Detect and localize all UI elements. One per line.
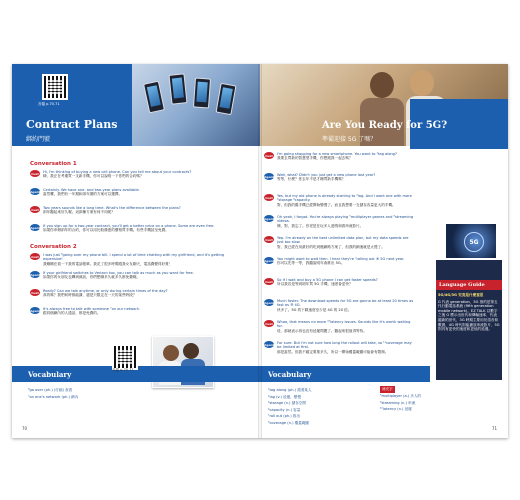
phone-image [168,73,187,105]
dialogue-line [264,278,414,287]
page-title: Contract Plans [26,118,118,131]
vocabulary-item: ³storage (n.) 儲存空間 [268,401,306,405]
chinese-line: 所以我若是等到明年買 5G 手機，速度會更快？ [277,282,353,287]
speaker-badge: Cust [265,279,273,284]
vocabulary-item: ⁶go over (ph.) (仔細) 查看 [28,388,73,392]
qr-code [42,74,68,100]
dialogue-line [264,215,414,228]
speaker-badge: Cust [31,207,39,212]
chinese-line: 我剛剛在看一下我的電話帳單。我花了很多時間跟我女友聊天，電話費變得好貴！ [43,261,173,266]
page-subtitle: 綁約門號 [26,136,51,143]
english-line: Whoa, that means no more ¹⁰latency issues. Sounds like it's worth waiting for. [277,320,411,329]
vocabulary-item: ¹⁰latency (n.) 延遲 [380,407,412,411]
dialogue-text [43,206,181,215]
dialogue-text [43,307,140,316]
english-line: Much faster. The download speeds for 5G are gonna be at least 20 times as fast as ⑨ 4G. [277,299,414,308]
speaker-badge: Agent [29,272,41,277]
dialogue-line [30,224,236,233]
english-line: Certainly. We have one- and two-year plans available. [43,188,140,192]
dialogue-text [43,271,194,280]
english-line: I was just ⁶going over my phone bill. I spend a lot of time chatting with my girlfriend, and it's getting expensive! [43,253,225,262]
qr-code [112,344,138,370]
left-banner [12,64,260,146]
dialogue-line [30,289,236,298]
speaker-badge: Cust [265,237,273,242]
dialogue-line [264,236,414,249]
english-line: Oh yeah, I forgot. You're always playing ⁵multiplayer games and ⁶streaming videos. [277,215,414,224]
dialogue-text [277,173,375,182]
page-number: 71 [492,426,498,431]
dialogue-text [43,289,167,298]
speaker-badge: Agent [263,342,275,347]
dialogue-line [30,188,236,197]
vocabulary-item: ⁴capacity (n.) 容量 [268,407,301,412]
left-page [12,64,260,438]
dialogue-text [277,257,404,266]
vocabulary-title: Vocabulary [268,370,312,379]
right-banner [260,64,508,146]
dialogue-text [277,194,414,207]
dialogue-text [277,341,414,354]
chinese-line: 如果你申辦兩年的合約，你可以用比較優惠的價格買手機。有些手機甚至免費。 [43,228,169,233]
english-line: Hi, I'm thinking of buying a new cell phone. Can you tell me about your contracts? [43,170,192,174]
qr-caption: 音檔 p.70-71 [112,368,134,372]
dialogue-text [277,299,414,312]
speaker-badge: Agent [29,189,41,194]
book-gutter [258,64,262,438]
vocabulary-item: ⁵roll out (ph.) 推出 [268,414,301,418]
man-figure [370,72,394,98]
phone-image [216,83,237,115]
dialogue-line [264,341,414,354]
english-line: Yep. I'm already on the best unlimited data plan, but my data speeds are just too slow. [277,236,409,245]
vocabulary-item: ⁷on one's network (ph.) 網內 [28,395,79,399]
conversation-heading: Conversation 1 [30,161,77,167]
english-line: So if I wait and buy a 5G phone I can get faster speeds? [277,278,378,282]
english-line: Really? Can we talk anytime, or only during certain times of the day? [43,289,168,293]
english-line: If you sign up for a two-year contract, you'll get a better price on a phone. Some are even free. [43,224,215,228]
language-guide-text [438,293,500,332]
english-line: Yes, but my old phone is already starting to ²lag. And I want one with more ³storage ⁴capacity. [277,194,412,203]
vocabulary-item: ⁶coverage (n.) 覆蓋範圍 [268,420,310,425]
dialogue-line [30,170,236,179]
phone-image [143,81,165,114]
chinese-line: 對，我已經在用最好的吃到飽網路方案了，但我的網速就是太慢了。 [277,244,385,249]
english-line: For sure. But I'm not sure how long the rollout will take, so ¹¹coverage may be limited at first. [277,341,412,350]
conversation-heading: Conversation 2 [30,244,77,250]
dialogue-text [43,170,191,179]
english-line: Two years sounds like a long time. What's the difference between the plans? [43,206,181,210]
vocabulary-item: ⁶streaming (n.) 串流 [380,400,416,405]
dialogue-line [264,152,414,161]
speaker-badge: Cust [31,171,39,176]
dialogue-line [264,194,414,207]
chinese-line: 等等，什麼？你去年不是才剛買新手機嗎？ [277,177,346,182]
dialogue-line [264,173,414,182]
dialogue-text [277,215,414,228]
speaker-badge: Agent [29,225,41,230]
dialogue-text [43,224,214,233]
speaker-badge: Agent [263,216,275,221]
speaker-badge: Cust [265,195,273,200]
dialogue-line [30,271,236,280]
dialogue-text [43,253,236,266]
dialogue-text [277,320,414,333]
english-line: You might want to wait then. I hear they're ⁷rolling out ⑧ 5G next year. [277,257,405,261]
dialogue-line [30,206,236,215]
speaker-badge: Cust [31,254,39,259]
chinese-line: 你可以先等一等，我聽說明年會推出 5G。 [277,261,345,266]
dialogue-line [30,253,236,266]
5g-image [446,224,496,258]
supplement-tag: 補充字 [382,387,393,391]
dialogue-line [264,320,414,333]
english-line: Wait, what? Didn't you just get a new phone last year? [277,173,376,177]
speaker-badge: Agent [263,258,275,263]
page-subtitle: 準備迎接 5G 了嗎？ [322,136,377,143]
chinese-line: 那是當然。但我不確定要推多久，所以一開始覆蓋範圍可能會有限制。 [277,349,389,354]
magazine-spread [12,64,508,438]
speaker-badge: Agent [263,174,275,179]
woman-figure [410,70,434,96]
chinese-line: 真的嗎？我們何時都能講，還是只限定在一天的某些時段？ [43,293,137,298]
speaker-badge: Cust [265,321,273,326]
speaker-badge: Cust [31,290,39,295]
speaker-badge: Cust [265,153,273,158]
chinese-line: 嗨，我正在考慮買一支新手機，你可以說明一下你們的合約嗎？ [43,174,144,179]
vocabulary-bar [260,366,430,382]
vocabulary-item: ²lag (v.) 延遲，變慢 [268,394,301,399]
phone-image [193,77,211,108]
page-title: Are You Ready for 5G? [322,120,448,131]
vocabulary-item: ⁵multiplayer (a.) 多人的 [380,394,422,398]
dialogue-text [277,152,397,161]
language-guide-tag: Language Guide [436,280,502,290]
phones-photo [132,64,260,146]
language-guide-body: G 代表 generation，5G 指的是第五代行動電話系統 (fifth generation mobile network)。EZ TALK 以數字之後 G 標示出世代和傳輸速率，代表越新的世代，3G 時期主要用於語音和數據，4G 時代則能播放串流影片，5G 則具有更快的速度和更低的延遲。 [438,299,500,332]
qr-caption: 音檔 p.70-71 [38,102,60,106]
english-line: It's always free to talk with someone ⁷on our network. [43,307,141,311]
dialogue-text [43,188,140,197]
chinese-line: 當然囉，我們有一年期和兩年期的方案可以選擇。 [43,192,123,197]
dialogue-text [277,278,378,287]
vocabulary-title: Vocabulary [28,370,72,379]
dialogue-line [30,307,236,316]
chinese-line: 我要去買新的智慧型手機，你想跟我一起去嗎？ [277,156,353,161]
english-line: If your girlfriend switches to Verizon too, you can talk as much as you want for free. [43,271,194,275]
chinese-line: 對，但我的舊手機已經開始變慢了。而且我想要一支儲存容量更大的手機。 [277,202,396,207]
dialogue-text [277,236,414,249]
chinese-line: 兩年聽起來好久喔。這兩種方案有何不同呢？ [43,210,115,215]
chinese-line: 跟同個網內的人通話，都是免費的。 [43,311,101,316]
page-number: 70 [22,426,28,431]
chinese-line: 快多了。5G 的下載速度至少是 4G 的 20 倍。 [277,307,352,312]
vocabulary-item: ¹tag along (ph.) 跟著某人 [268,388,312,392]
dialogue-line [264,299,414,312]
woman-figure [163,345,179,361]
chinese-line: 哇，那就表示再也沒有延遲問題了。聽起來很值得等待。 [277,328,367,333]
language-guide-heading: 5G/4G/3G 究竟是什麼意思 [438,293,484,297]
chinese-line: 如果你的女朋友也轉到威訊，你們想聊多久就多久都免費喔。 [43,275,141,280]
speaker-badge: Agent [263,300,275,305]
chinese-line: 噢，對，我忘了。你老是在玩多人遊戲和看串流影片。 [277,223,364,228]
dialogue-line [264,257,414,266]
english-line: I'm going shopping for a new smartphone. You want to ¹tag along? [277,152,397,156]
right-page [260,64,508,438]
speaker-badge: Agent [29,308,41,313]
man-figure [183,343,199,359]
5g-badge: 5G [464,232,484,252]
